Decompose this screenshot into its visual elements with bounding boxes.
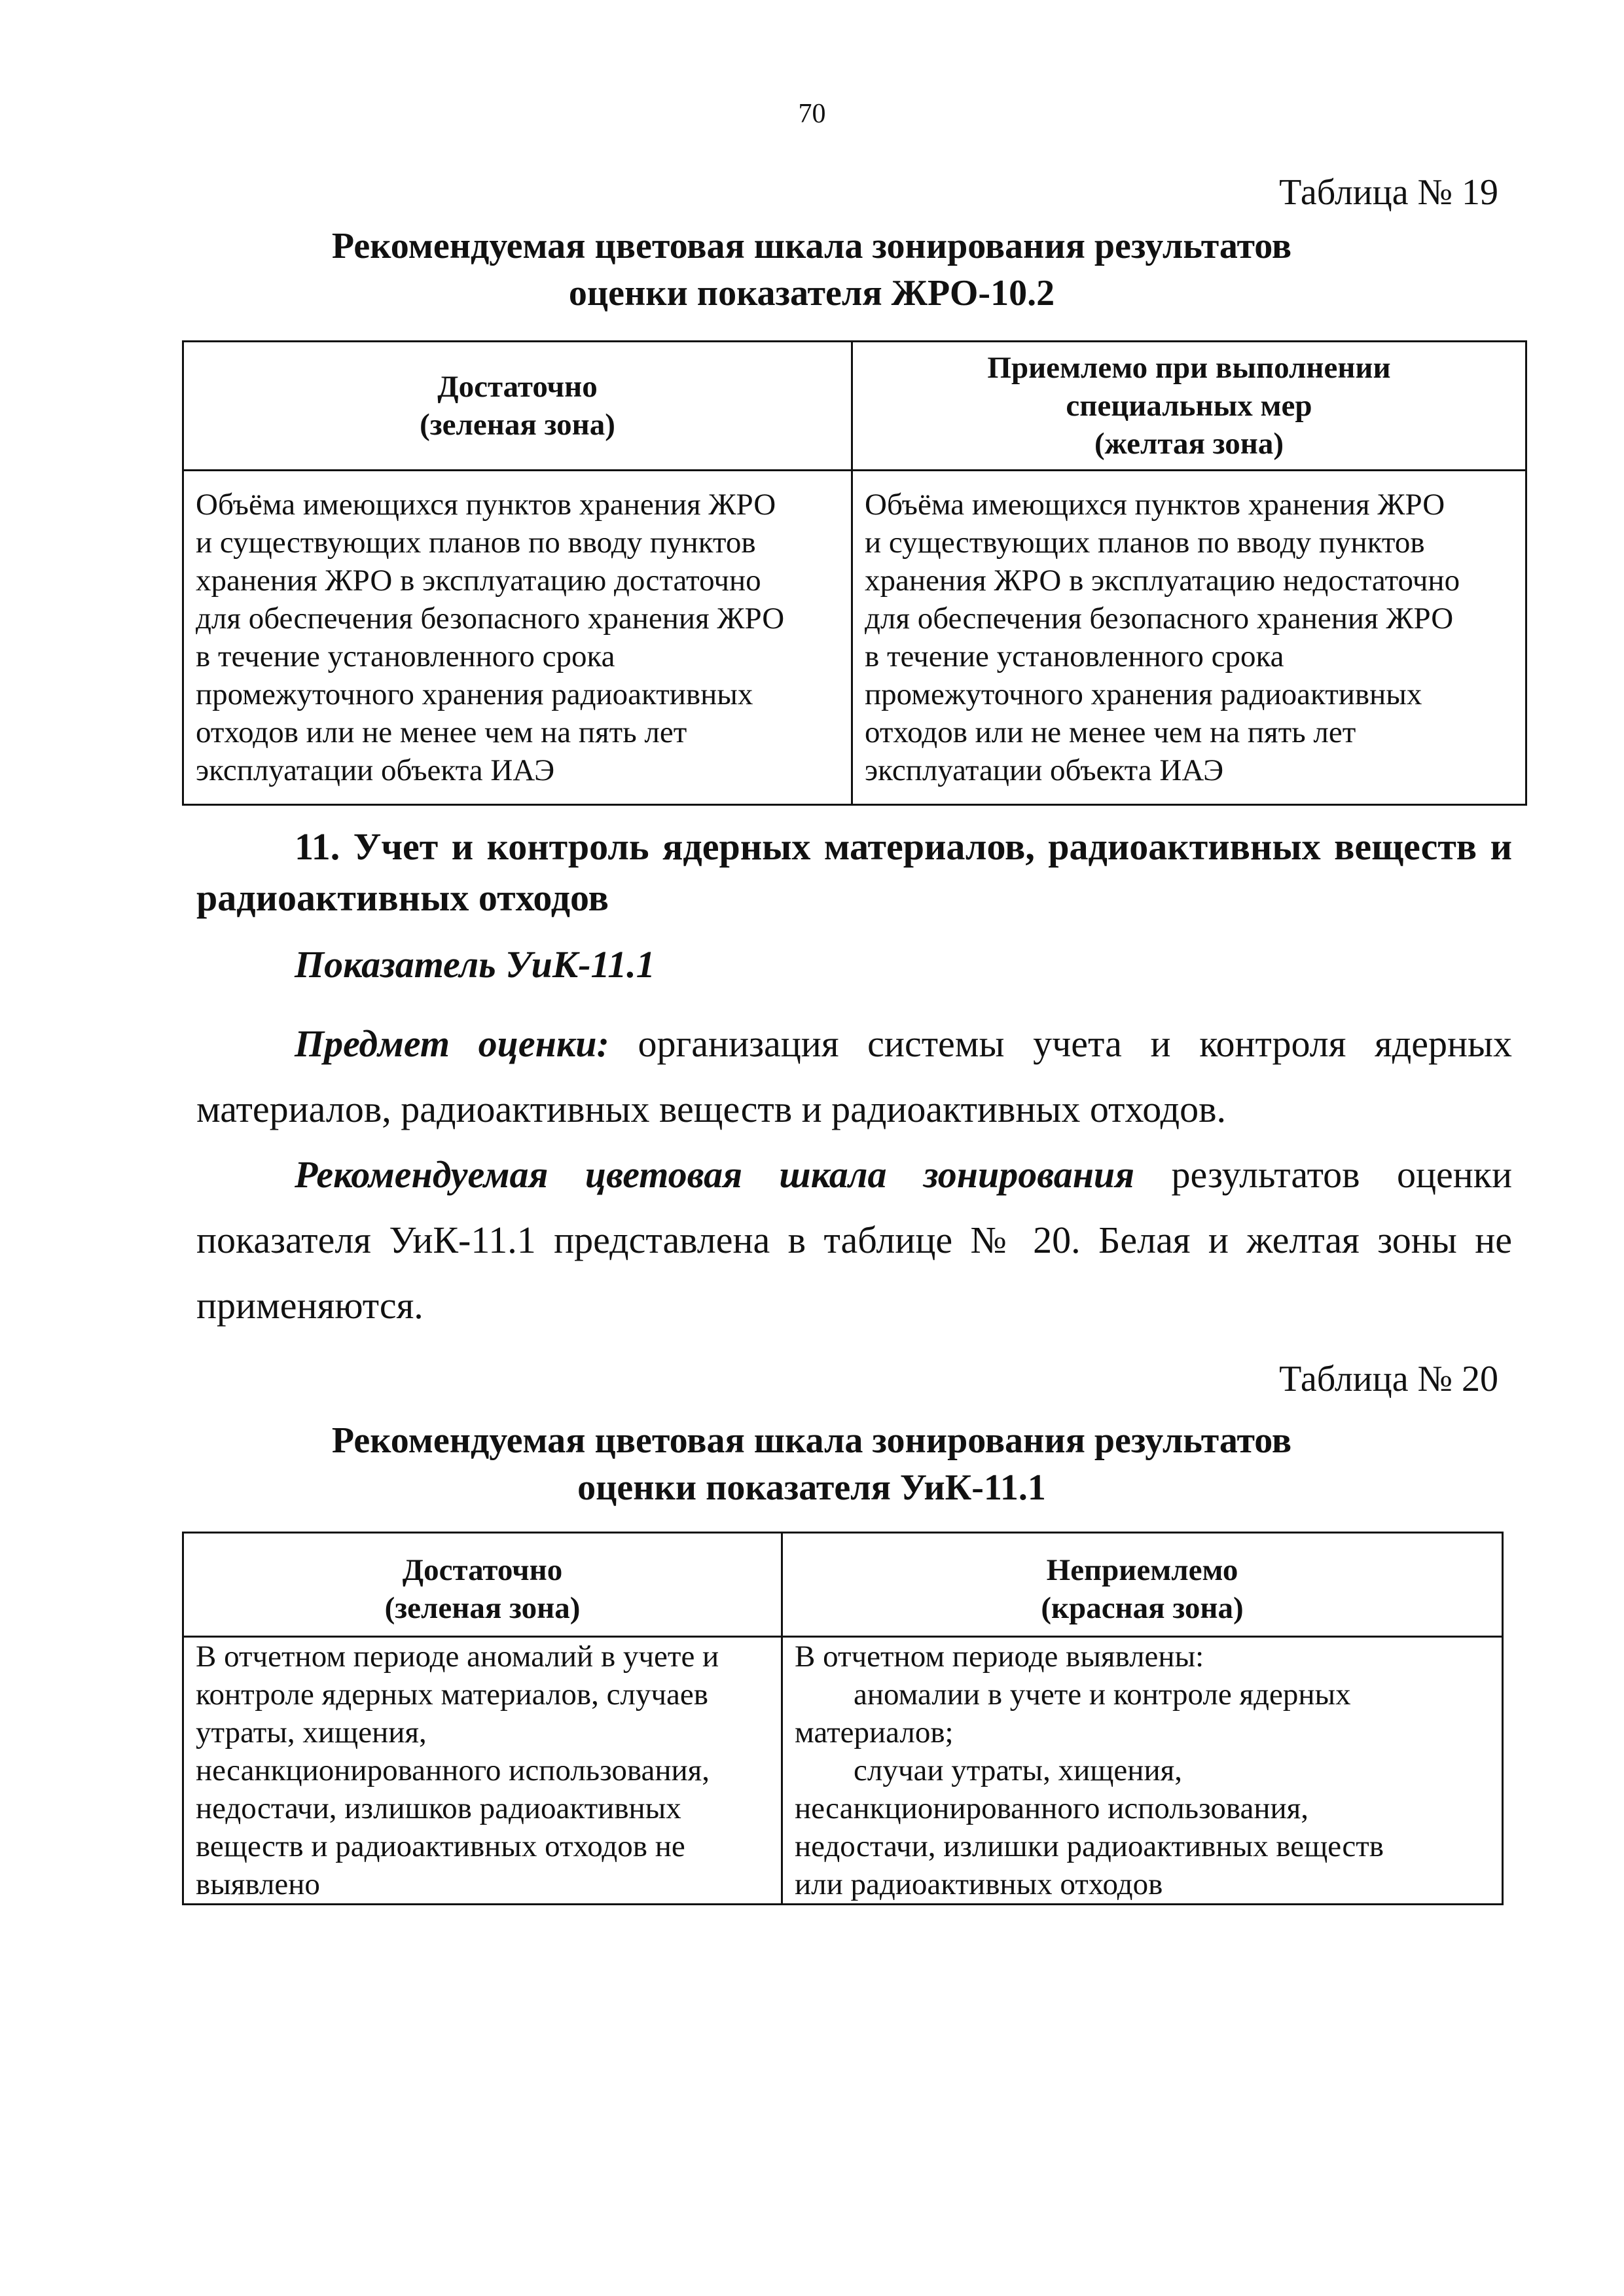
cell-line: В отчетном периоде аномалий в учете и — [196, 1640, 719, 1674]
cell-line: утраты, хищения, — [196, 1715, 427, 1749]
cell-line: и существующих планов по вводу пунктов — [865, 526, 1425, 560]
header-line: Достаточно — [437, 370, 598, 404]
cell-line: несанкционированного использования, — [196, 1753, 710, 1787]
cell-line: аномалии в учете и контроле ядерных — [854, 1677, 1351, 1712]
table-20-cell-red — [782, 1637, 1503, 1905]
cell-line: для обеспечения безопасного хранения ЖРО — [196, 601, 785, 636]
table-19-body-row — [183, 471, 1526, 805]
scale-label: Рекомендуемая цветовая шкала зонирования — [295, 1153, 1135, 1196]
table-20-title — [196, 1417, 1427, 1511]
cell-line: в течение установленного срока — [196, 639, 615, 673]
cell-line: Объёма имеющихся пунктов хранения ЖРО — [865, 488, 1445, 522]
header-line: Приемлемо при выполнении — [987, 351, 1391, 385]
indicator-title: Показатель УиК-11.1 — [295, 943, 655, 986]
table-19-header-yellow — [852, 342, 1526, 471]
header-line: Неприемлемо — [1046, 1553, 1238, 1587]
subject-paragraph — [196, 1011, 1512, 1142]
header-line: специальных мер — [1066, 389, 1312, 423]
table-19-header-row — [183, 342, 1526, 471]
cell-line: промежуточного хранения радиоактивных — [865, 677, 1422, 711]
table-20-label: Таблица № 20 — [1279, 1359, 1498, 1399]
table-19-title-line-1: Рекомендуемая цветовая шкала зонирования результатов — [331, 226, 1292, 266]
cell-line: случаи утраты, хищения, — [854, 1753, 1182, 1787]
cell-line: отходов или не менее чем на пять лет — [865, 715, 1356, 749]
cell-line: контроле ядерных материалов, случаев — [196, 1677, 708, 1712]
cell-line: эксплуатации объекта ИАЭ — [865, 753, 1224, 787]
table-20-header-row — [183, 1533, 1503, 1637]
section-heading: 11. Учет и контроль ядерных материалов, радиоактивных веществ и радиоактивных отходов — [196, 825, 1512, 919]
cell-line: веществ и радиоактивных отходов не — [196, 1829, 685, 1863]
cell-line: выявлено — [196, 1867, 320, 1901]
cell-line: хранения ЖРО в эксплуатацию достаточно — [196, 564, 761, 598]
table-19-label: Таблица № 19 — [1279, 172, 1498, 213]
cell-line: Объёма имеющихся пунктов хранения ЖРО — [196, 488, 776, 522]
table-20-header-red — [782, 1533, 1503, 1637]
scale-paragraph — [196, 1142, 1512, 1338]
header-line: (желтая зона) — [1094, 427, 1284, 461]
table-19-cell-yellow — [852, 471, 1526, 805]
table-19-title-line-2: оценки показателя ЖРО-10.2 — [568, 273, 1055, 314]
cell-line: недостачи, излишков радиоактивных — [196, 1791, 681, 1825]
page-number: 70 — [798, 99, 826, 129]
cell-line: В отчетном периоде выявлены: — [795, 1640, 1204, 1674]
scale-text: результатов оценки показателя УиК-11.1 представлена в таблице № 20. Белая и желтая зоны не применяются. — [196, 1153, 1512, 1327]
header-line: (красная зона) — [1041, 1591, 1244, 1625]
cell-line: хранения ЖРО в эксплуатацию недостаточно — [865, 564, 1460, 598]
subject-text: организация системы учета и контроля ядерных материалов, радиоактивных веществ и радиоактивных отходов. — [196, 1022, 1512, 1130]
header-line: Достаточно — [402, 1553, 563, 1587]
table-20-body-row — [183, 1637, 1503, 1905]
cell-line: эксплуатации объекта ИАЭ — [196, 753, 555, 787]
table-19-cell-green — [183, 471, 852, 805]
cell-line: недостачи, излишки радиоактивных веществ — [795, 1829, 1384, 1863]
cell-line: промежуточного хранения радиоактивных — [196, 677, 753, 711]
table-19-header-green — [183, 342, 852, 471]
cell-line: несанкционированного использования, — [795, 1791, 1309, 1825]
cell-line: для обеспечения безопасного хранения ЖРО — [865, 601, 1454, 636]
subject-label: Предмет оценки: — [295, 1022, 609, 1065]
header-line: (зеленая зона) — [384, 1591, 581, 1625]
cell-line: в течение установленного срока — [865, 639, 1284, 673]
table-20-header-green — [183, 1533, 782, 1637]
table-20 — [182, 1532, 1504, 1905]
table-20-cell-green — [183, 1637, 782, 1905]
cell-line: или радиоактивных отходов — [795, 1867, 1163, 1901]
table-20-title-line-1: Рекомендуемая цветовая шкала зонирования результатов — [331, 1420, 1292, 1461]
cell-line: материалов; — [795, 1715, 954, 1749]
cell-line: отходов или не менее чем на пять лет — [196, 715, 687, 749]
table-19 — [182, 340, 1527, 806]
header-line: (зеленая зона) — [420, 408, 615, 442]
table-19-title — [196, 223, 1427, 317]
table-20-title-line-2: оценки показателя УиК-11.1 — [577, 1467, 1046, 1508]
cell-line: и существующих планов по вводу пунктов — [196, 526, 756, 560]
